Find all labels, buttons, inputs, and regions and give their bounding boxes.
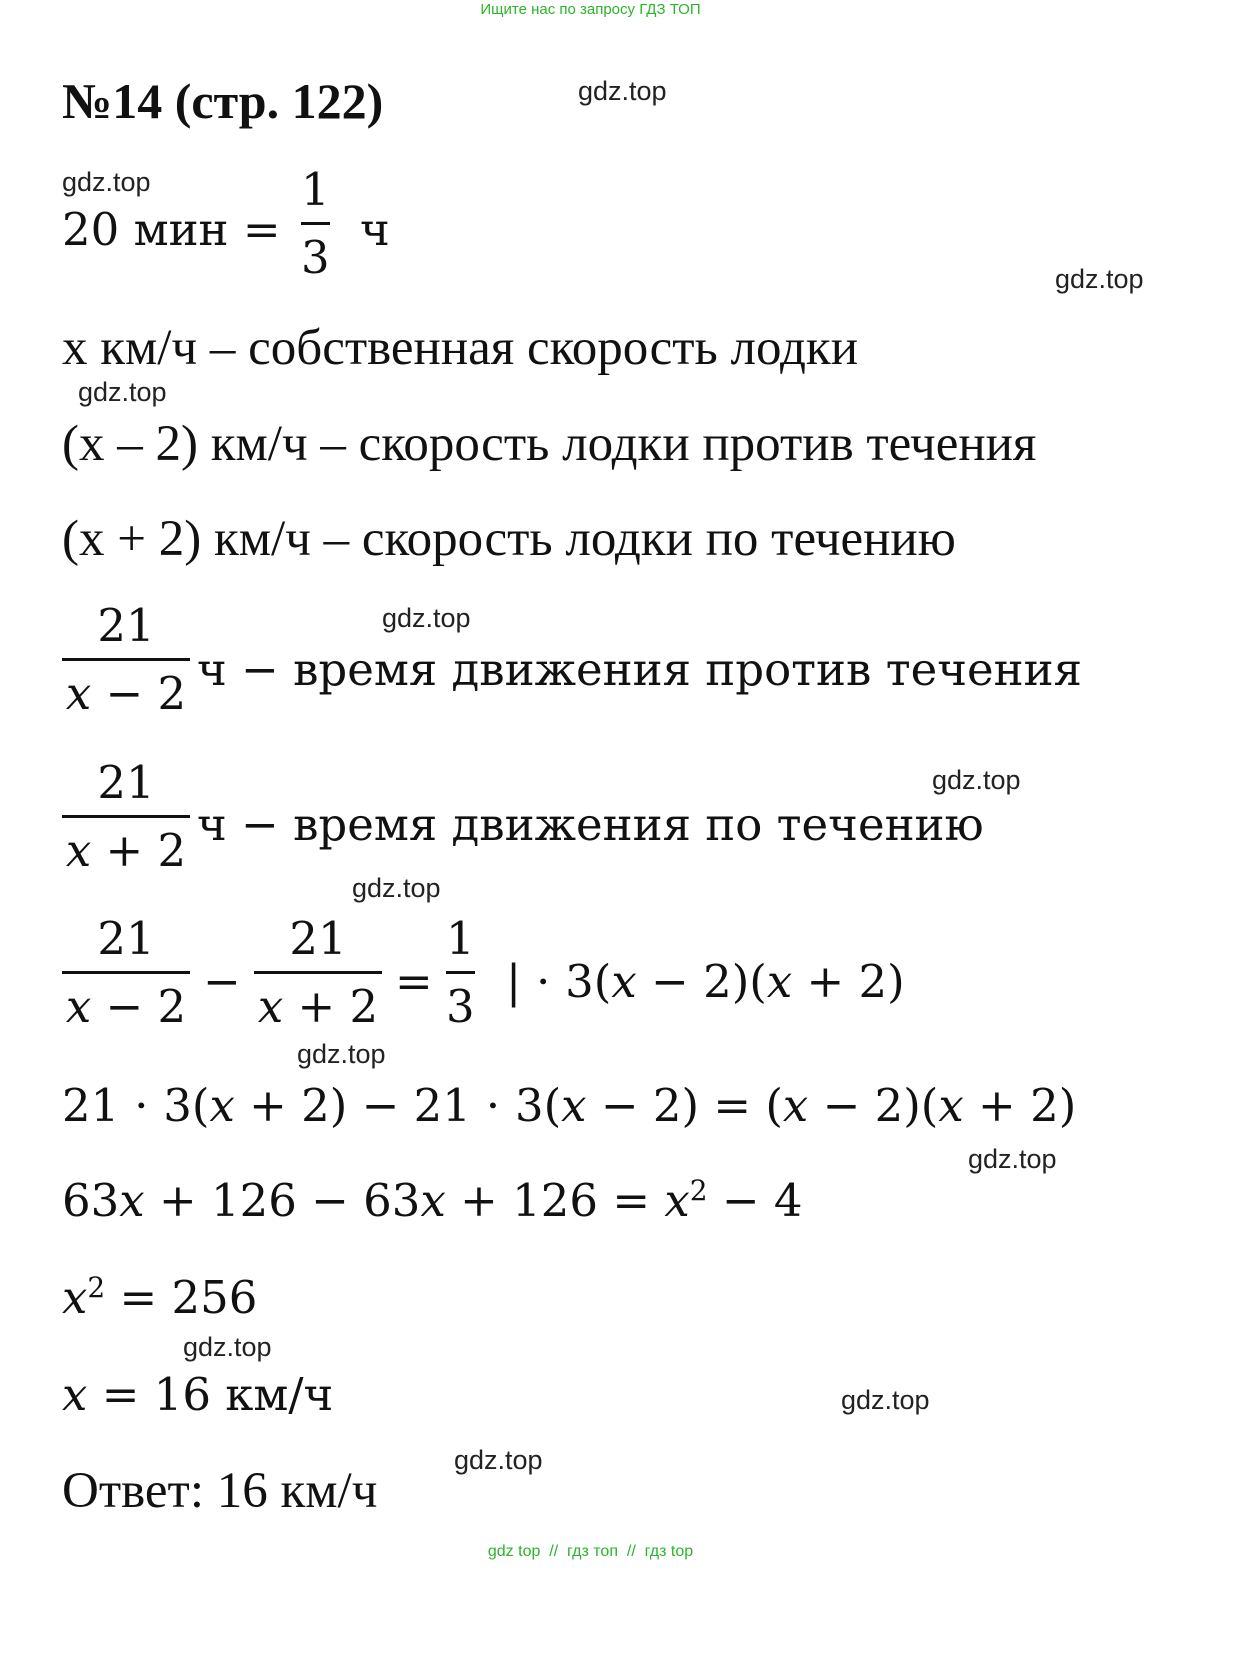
watermark: gdz.top xyxy=(454,1445,543,1475)
fraction-21-over-x-minus-2 xyxy=(62,599,190,720)
x-solution xyxy=(62,1368,333,1421)
watermark: gdz.top xyxy=(841,1385,930,1415)
math-text: + 126 − 63 xyxy=(144,1174,421,1227)
fraction-numerator: 21 xyxy=(97,599,155,652)
math-text: + 2) xyxy=(792,955,905,1008)
fraction-denominator xyxy=(65,974,187,1033)
variable-x: x xyxy=(257,980,284,1033)
fraction-denominator xyxy=(65,818,187,877)
variable-x: x xyxy=(65,980,92,1033)
watermark: gdz.top xyxy=(183,1332,272,1362)
variable-x: x xyxy=(611,955,637,1008)
watermark: gdz.top xyxy=(1055,264,1144,294)
math-text: + 2) − 21 ⋅ 3( xyxy=(234,1079,562,1132)
fraction-denominator xyxy=(257,974,379,1033)
variable-x: x xyxy=(65,824,92,877)
math-text: − 4 xyxy=(707,1174,803,1227)
equation-fraction-2 xyxy=(254,912,382,1033)
variable-x: x xyxy=(62,1271,88,1324)
denominator-rest: + 2 xyxy=(91,824,187,877)
variable-x: x xyxy=(782,1079,809,1132)
fraction-numerator: 21 xyxy=(97,912,155,965)
variable-x: x xyxy=(664,1174,690,1227)
math-text: + 126 = xyxy=(445,1174,665,1227)
math-text: − 2)( xyxy=(636,955,767,1008)
variable-x: x xyxy=(62,1368,88,1421)
watermark: gdz.top xyxy=(932,765,1021,795)
variable-x: x xyxy=(209,1079,235,1132)
fraction-numerator: 21 xyxy=(97,756,155,809)
minus-sign: − xyxy=(203,955,241,1008)
math-text: − 2) = ( xyxy=(586,1079,783,1132)
top-banner: Ищите нас по запросу ГДЗ ТОП xyxy=(480,1,701,18)
fraction-21-over-x-plus-2 xyxy=(62,756,190,877)
math-text: + 2) xyxy=(963,1079,1077,1132)
variable-x: x xyxy=(420,1174,446,1227)
upstream-speed-definition: (x – 2) км/ч – скорость лодки против течения xyxy=(62,416,1037,472)
variable-x: x xyxy=(766,955,793,1008)
watermark: gdz.top xyxy=(78,377,167,407)
variable-x: x xyxy=(119,1174,145,1227)
variable-x: x xyxy=(938,1079,964,1132)
watermark: gdz.top xyxy=(578,76,667,106)
fraction-denominator: 3 xyxy=(446,980,475,1033)
variable-x: x xyxy=(65,667,92,720)
downstream-time-text: ч − время движения по течению xyxy=(197,798,984,851)
fraction-one-third xyxy=(301,163,330,284)
fraction-numerator: 1 xyxy=(446,912,475,965)
denominator-rest: − 2 xyxy=(91,980,187,1033)
x-squared-equation xyxy=(62,1271,257,1324)
exponent: 2 xyxy=(87,1271,106,1304)
own-speed-definition: x км/ч – собственная скорость лодки xyxy=(62,320,859,376)
watermark: gdz.top xyxy=(62,167,151,197)
math-text: 63 xyxy=(62,1174,120,1227)
answer-line: Ответ: 16 км/ч xyxy=(62,1463,378,1519)
watermark: gdz.top xyxy=(382,603,471,633)
time-conversion-unit: ч xyxy=(360,203,390,256)
watermark: gdz.top xyxy=(297,1039,386,1069)
equation-fraction-1 xyxy=(62,912,190,1033)
upstream-time-text: ч − время движения против течения xyxy=(197,643,1082,696)
fraction-denominator xyxy=(65,661,187,720)
watermark: gdz.top xyxy=(352,873,441,903)
math-text: = 256 xyxy=(105,1271,258,1324)
downstream-speed-definition: (x + 2) км/ч – скорость лодки по течению xyxy=(62,511,956,567)
exponent: 2 xyxy=(689,1174,708,1207)
fraction-numerator: 1 xyxy=(301,163,330,216)
page-title: №14 (стр. 122) xyxy=(62,73,384,129)
math-text: − 2)( xyxy=(808,1079,939,1132)
denominator-rest: − 2 xyxy=(91,667,187,720)
fraction-numerator: 21 xyxy=(289,912,347,965)
footer-links[interactable]: gdz top // гдз топ // гдз top xyxy=(487,1543,694,1560)
variable-x: x xyxy=(561,1079,587,1132)
math-text: | ⋅ 3( xyxy=(506,955,612,1008)
denominator-rest: + 2 xyxy=(283,980,379,1033)
equation-fraction-3 xyxy=(446,912,475,1033)
fraction-denominator: 3 xyxy=(301,231,330,284)
expanded-equation xyxy=(62,1079,1076,1132)
equals-sign: = xyxy=(395,955,433,1008)
math-text: 21 ⋅ 3( xyxy=(62,1079,210,1132)
math-text: = 16 км/ч xyxy=(87,1368,334,1421)
simplified-equation xyxy=(62,1174,803,1227)
time-conversion-left: 20 мин = xyxy=(62,203,281,256)
multiplier-note xyxy=(506,955,905,1008)
watermark: gdz.top xyxy=(968,1144,1057,1174)
